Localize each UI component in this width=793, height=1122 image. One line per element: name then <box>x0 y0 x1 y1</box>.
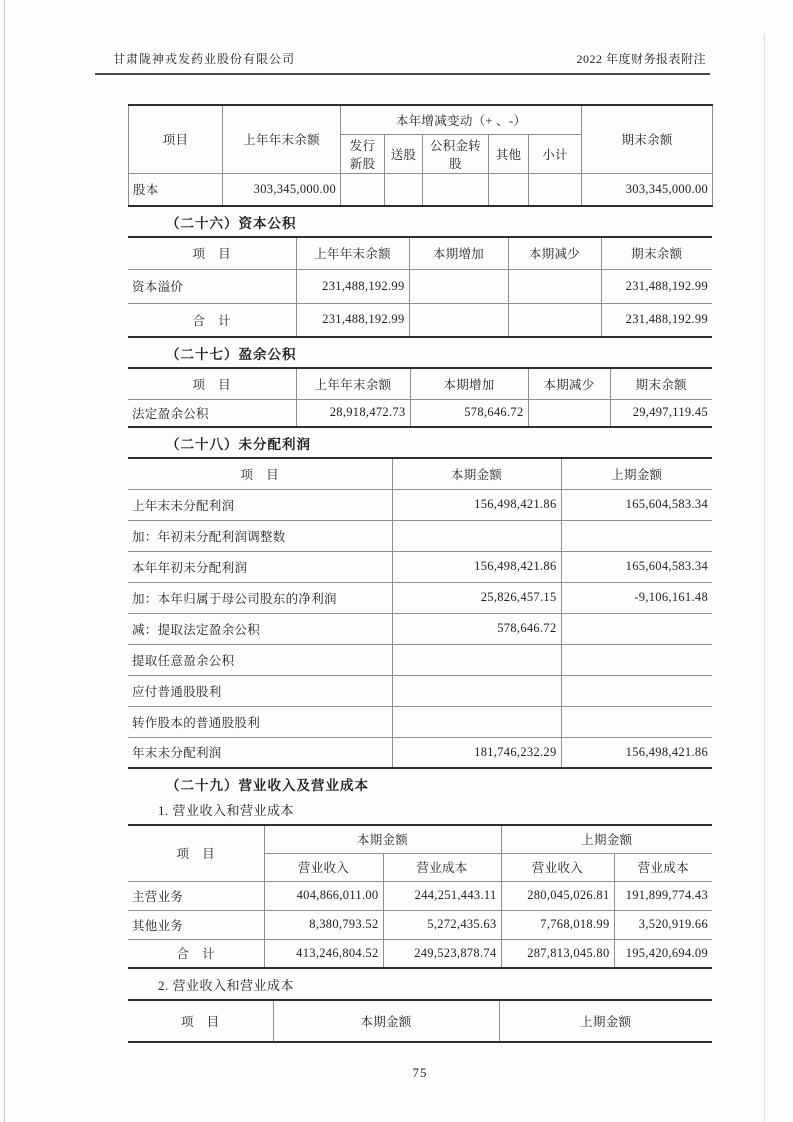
column-header: 本期减少 <box>528 368 610 399</box>
section-title-undistributed-profit: （二十八）未分配利润 <box>166 437 311 452</box>
table-header-row <box>128 237 712 269</box>
column-header-item: 项目 <box>129 105 223 173</box>
column-header: 上年年末余额 <box>296 237 409 269</box>
column-header-revenue: 营业收入 <box>264 853 383 881</box>
subsection-title-1: 1. 营业收入和营业成本 <box>158 803 295 818</box>
table-cell: 287,813,045.80 <box>501 939 614 968</box>
column-header: 项 目 <box>192 247 231 262</box>
column-header: 本期增加 <box>409 237 508 269</box>
table-cell: 年末未分配利润 <box>128 737 392 768</box>
table-row <box>128 675 712 706</box>
table-cell <box>409 303 508 337</box>
column-header: 本期金额 <box>273 1000 499 1042</box>
table-row <box>128 644 712 675</box>
column-header-prior-group: 上期金额 <box>501 825 712 853</box>
section-title-revenue-cost: （二十九）营业收入及营业成本 <box>166 778 369 793</box>
table-cell: 上年末未分配利润 <box>128 489 392 520</box>
column-header-period-end: 期末余额 <box>582 105 713 173</box>
table-cell: 231,488,192.99 <box>601 303 712 337</box>
subsection-title-2: 2. 营业收入和营业成本 <box>158 978 295 993</box>
table-cell: 28,918,472.73 <box>296 399 410 427</box>
table-cell: 165,604,583.34 <box>561 489 712 520</box>
page-header <box>95 50 710 75</box>
share-capital-table <box>128 104 713 207</box>
table-row <box>128 613 712 644</box>
table-cell: 156,498,421.86 <box>561 737 712 768</box>
column-header: 本期金额 <box>392 458 561 489</box>
table-cell: 合 计 <box>128 939 264 968</box>
scan-edge-left <box>4 0 5 1122</box>
table-cell: 3,520,919.66 <box>614 910 712 939</box>
table-cell <box>423 173 489 206</box>
table-row <box>128 910 712 939</box>
table-cell: 5,272,435.63 <box>383 910 501 939</box>
table-row <box>128 706 712 737</box>
table-row <box>128 737 712 768</box>
table-cell: 156,498,421.86 <box>392 489 561 520</box>
column-header: 项 目 <box>192 377 231 392</box>
column-header: 上年年末余额 <box>296 368 410 399</box>
table-cell <box>392 706 561 737</box>
column-header-prev-year-end: 上年年末余额 <box>223 105 341 173</box>
column-header: 期末余额 <box>610 368 712 399</box>
table-header-row <box>128 368 712 399</box>
table-cell: 25,826,457.15 <box>392 582 561 613</box>
table-header-row <box>128 825 712 853</box>
table-cell: 156,498,421.86 <box>392 551 561 582</box>
table-cell: 股本 <box>129 173 223 206</box>
page-content <box>128 104 712 1081</box>
column-header: 本期增加 <box>410 368 528 399</box>
table-cell <box>489 173 529 206</box>
column-header-subtotal: 小计 <box>529 134 582 173</box>
table-row <box>128 520 712 551</box>
table-cell: 249,523,878.74 <box>383 939 501 968</box>
table-header-row <box>128 1000 712 1042</box>
column-header: 项 目 <box>181 1015 220 1029</box>
table-cell: 8,380,793.52 <box>264 910 383 939</box>
column-header: 上期金额 <box>561 458 712 489</box>
section-title-surplus-reserve: （二十七）盈余公积 <box>166 347 297 362</box>
table-cell: 578,646.72 <box>392 613 561 644</box>
table-row <box>128 269 712 303</box>
table-cell <box>561 706 712 737</box>
table-cell: 主营业务 <box>128 881 264 910</box>
table-cell <box>392 675 561 706</box>
column-header-item: 项 目 <box>176 847 215 862</box>
table-total-row <box>128 303 712 337</box>
table-cell: -9,106,161.48 <box>561 582 712 613</box>
column-header-new-shares: 发行新股 <box>341 134 385 173</box>
revenue-cost-table-2 <box>128 999 712 1043</box>
column-header-cost: 营业成本 <box>614 853 712 881</box>
table-cell <box>561 675 712 706</box>
table-cell: 7,768,018.99 <box>501 910 614 939</box>
table-header-row <box>128 458 712 489</box>
table-cell: 其他业务 <box>128 910 264 939</box>
table-row <box>128 551 712 582</box>
table-cell: 191,899,774.43 <box>614 881 712 910</box>
table-cell <box>561 644 712 675</box>
table-cell: 195,420,694.09 <box>614 939 712 968</box>
table-cell: 本年年初未分配利润 <box>128 551 392 582</box>
table-cell: 165,604,583.34 <box>561 551 712 582</box>
column-header: 项 目 <box>240 467 279 482</box>
table-cell <box>392 520 561 551</box>
table-total-row <box>128 939 712 968</box>
page-number: 75 <box>412 1065 428 1080</box>
table-header-row <box>129 105 713 134</box>
table-cell: 303,345,000.00 <box>223 173 341 206</box>
column-header-change-group: 本年增减变动（+ 、-） <box>341 105 582 134</box>
table-cell <box>508 303 601 337</box>
table-cell <box>528 399 610 427</box>
table-cell <box>508 269 601 303</box>
column-header: 本期减少 <box>508 237 601 269</box>
table-cell: 资本溢价 <box>128 269 296 303</box>
table-cell: 转作股本的普通股股利 <box>128 706 392 737</box>
table-cell: 提取任意盈余公积 <box>128 644 392 675</box>
table-cell: 231,488,192.99 <box>601 269 712 303</box>
table-cell: 413,246,804.52 <box>264 939 383 968</box>
scan-edge-right <box>764 34 765 1122</box>
table-cell: 加：本年归属于母公司股东的净利润 <box>128 582 392 613</box>
table-cell: 法定盈余公积 <box>128 399 296 427</box>
column-header-cost: 营业成本 <box>383 853 501 881</box>
table-cell: 280,045,026.81 <box>501 881 614 910</box>
table-cell <box>561 613 712 644</box>
column-header: 上期金额 <box>499 1000 712 1042</box>
table-cell: 231,488,192.99 <box>296 269 409 303</box>
header-company-name: 甘肃陇神戎发药业股份有限公司 <box>113 52 296 66</box>
table-cell: 303,345,000.00 <box>582 173 713 206</box>
table-cell: 231,488,192.99 <box>296 303 409 337</box>
column-header: 期末余额 <box>601 237 712 269</box>
table-cell <box>561 520 712 551</box>
column-header-other: 其他 <box>489 134 529 173</box>
section-title-capital-reserve: （二十六）资本公积 <box>166 216 297 231</box>
table-row <box>128 489 712 520</box>
table-cell <box>392 644 561 675</box>
column-header-current-group: 本期金额 <box>264 825 501 853</box>
table-cell <box>385 173 423 206</box>
table-cell: 244,251,443.11 <box>383 881 501 910</box>
table-cell <box>341 173 385 206</box>
table-cell: 合 计 <box>128 303 296 337</box>
column-header-bonus-shares: 送股 <box>385 134 423 173</box>
column-header-reserve-to-shares: 公积金转股 <box>423 134 489 173</box>
table-cell: 29,497,119.45 <box>610 399 712 427</box>
table-cell: 181,746,232.29 <box>392 737 561 768</box>
capital-reserve-table <box>128 236 712 338</box>
table-row <box>128 399 712 427</box>
revenue-cost-table <box>128 824 712 969</box>
table-cell: 加：年初未分配利润调整数 <box>128 520 392 551</box>
header-doc-title: 2022 年度财务报表附注 <box>576 52 706 66</box>
undistributed-profit-table <box>128 457 712 769</box>
table-cell: 404,866,011.00 <box>264 881 383 910</box>
table-cell: 578,646.72 <box>410 399 528 427</box>
table-cell: 减：提取法定盈余公积 <box>128 613 392 644</box>
table-cell: 应付普通股股利 <box>128 675 392 706</box>
table-row <box>129 173 713 206</box>
table-cell <box>529 173 582 206</box>
surplus-reserve-table <box>128 367 712 428</box>
table-cell <box>409 269 508 303</box>
table-row <box>128 881 712 910</box>
column-header-revenue: 营业收入 <box>501 853 614 881</box>
table-row <box>128 582 712 613</box>
